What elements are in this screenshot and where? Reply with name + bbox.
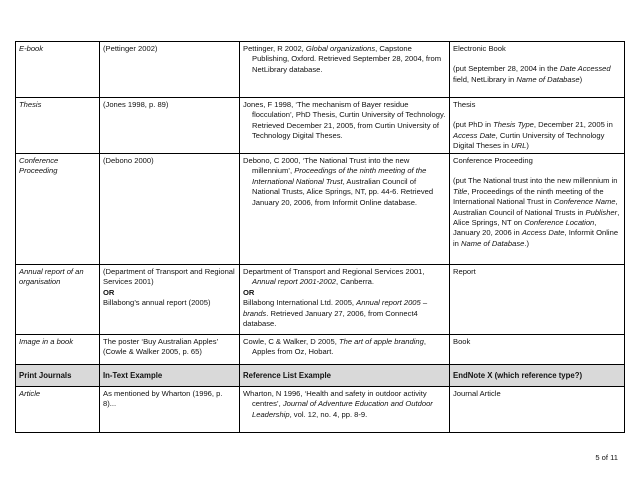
ref-type-cell: E-book — [16, 42, 100, 98]
header-cell: Reference List Example — [240, 365, 450, 387]
reference-table — [15, 41, 625, 433]
endnote-cell: Book — [450, 335, 625, 365]
endnote-cell: Electronic Book (put September 28, 2004 in the Date Accessed field, NetLibrary in Name of Database) — [450, 42, 625, 98]
table-row — [16, 42, 625, 98]
reference-cell: Cowle, C & Walker, D 2005, The art of apple branding, Apples from Oz, Hobart. — [240, 335, 450, 365]
intext-cell: As mentioned by Wharton (1996, p. 8)... — [100, 387, 240, 433]
endnote-cell: Report — [450, 265, 625, 335]
reference-cell: Department of Transport and Regional Services 2001, Annual report 2001-2002, Canberra. OR Billabong International Ltd. 2005, Annual report 2005 – brands. Retrieved January 27, 2006, from Connect4 database. — [240, 265, 450, 335]
header-cell: EndNote X (which reference type?) — [450, 365, 625, 387]
reference-cell: Wharton, N 1996, ‘Health and safety in outdoor activity centres’, Journal of Adventure Education and Outdoor Leadership, vol. 12, no. 4, pp. 8-9. — [240, 387, 450, 433]
ref-type-cell: Image in a book — [16, 335, 100, 365]
intext-cell: (Debono 2000) — [100, 154, 240, 265]
ref-type-cell: Thesis — [16, 98, 100, 154]
endnote-cell: Thesis (put PhD in Thesis Type, December 21, 2005 in Access Date, Curtin University of Technology Digital Theses in URL) — [450, 98, 625, 154]
header-cell: In-Text Example — [100, 365, 240, 387]
table-row — [16, 265, 625, 335]
reference-cell: Debono, C 2000, ‘The National Trust into the new millennium’, Proceedings of the ninth meeting of the International National Trust, Australian Council of National Trusts, Alice Springs, NT, pp. 44-6. Retrieved January 20, 2006, from Informit Online database. — [240, 154, 450, 265]
page-number: 5 of 11 — [595, 453, 618, 462]
intext-cell: (Jones 1998, p. 89) — [100, 98, 240, 154]
reference-cell: Jones, F 1998, ‘The mechanism of Bayer residue flocculation’, PhD Thesis, Curtin University of Technology. Retrieved December 21, 2005, from Curtin University of Technology Digital Theses. — [240, 98, 450, 154]
endnote-cell: Conference Proceeding (put The National trust into the new millennium in Title, Proceedings of the ninth meeting of the International National Trust in Conference Name, Australian Council of National Trusts in Publisher, Alice Springs, NT on Conference Location, January 20, 2006 in Access Date, Informit Online in Name of Database.) — [450, 154, 625, 265]
ref-type-cell: Annual report of an organisation — [16, 265, 100, 335]
ref-type-cell: Article — [16, 387, 100, 433]
table-row — [16, 387, 625, 433]
header-cell: Print Journals — [16, 365, 100, 387]
table-row — [16, 154, 625, 265]
ref-type-cell: Conference Proceeding — [16, 154, 100, 265]
intext-cell: The poster ‘Buy Australian Apples’ (Cowle & Walker 2005, p. 65) — [100, 335, 240, 365]
intext-cell: (Department of Transport and Regional Services 2001) OR Billabong’s annual report (2005) — [100, 265, 240, 335]
reference-cell: Pettinger, R 2002, Global organizations, Capstone Publishing, Oxford. Retrieved September 28, 2004, from NetLibrary database. — [240, 42, 450, 98]
section-header-row — [16, 365, 625, 387]
table-row — [16, 98, 625, 154]
endnote-cell: Journal Article — [450, 387, 625, 433]
intext-cell: (Pettinger 2002) — [100, 42, 240, 98]
table-row — [16, 335, 625, 365]
